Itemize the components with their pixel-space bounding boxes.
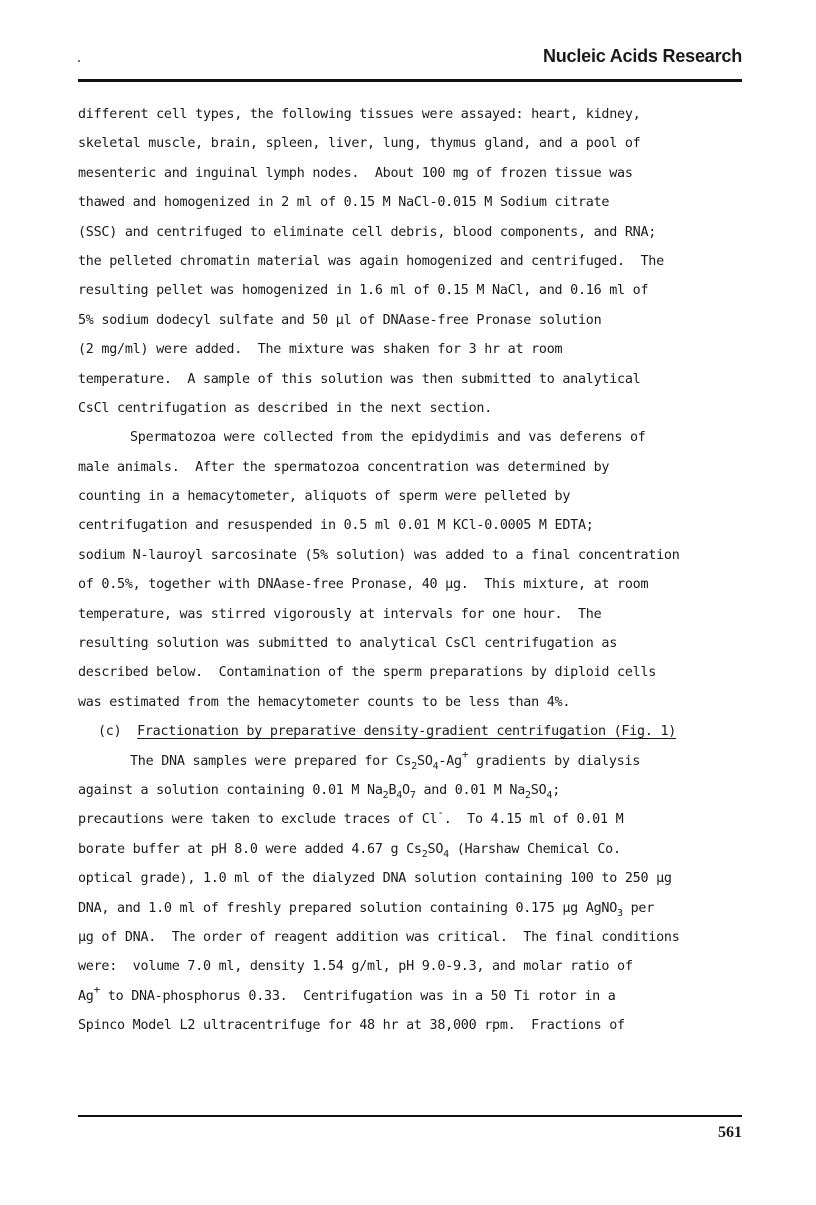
subscript: 4 xyxy=(396,789,403,801)
subscript: 2 xyxy=(421,848,428,860)
page-speck xyxy=(78,60,80,62)
text-run: SO xyxy=(417,753,433,769)
header-rule xyxy=(78,79,742,82)
text-line: sodium N-lauroyl sarcosinate (5% solution) was added to a final concentration xyxy=(78,547,680,563)
superscript: + xyxy=(93,982,100,996)
text-line: centrifugation and resuspended in 0.5 ml 0.01 M KCl-0.0005 M EDTA; xyxy=(78,518,594,534)
text-run: -Ag xyxy=(438,753,462,769)
superscript: - xyxy=(437,806,444,820)
journal-title: Nucleic Acids Research xyxy=(542,46,742,66)
text-run: borate buffer at pH 8.0 were added 4.67 g Cs xyxy=(78,841,422,857)
text-line: resulting solution was submitted to analytical CsCl centrifugation as xyxy=(78,636,618,652)
text-run: DNA, and 1.0 ml of freshly prepared solution containing 0.175 µg AgNO xyxy=(78,900,618,916)
subscript: 2 xyxy=(411,760,418,772)
subscript: 2 xyxy=(525,789,531,801)
text-line: resulting pellet was homogenized in 1.6 ml of 0.15 M NaCl, and 0.16 ml of xyxy=(78,283,649,299)
text-run: to DNA-phosphorus 0.33. Centrifugation was in a 50 Ti rotor in a xyxy=(100,988,616,1004)
page-number: 561 xyxy=(718,1124,742,1141)
text-line: thawed and homogenized in 2 ml of 0.15 M NaCl-0.015 M Sodium citrate xyxy=(78,195,610,211)
text-run: gradients by dialysis xyxy=(468,753,641,769)
section-heading xyxy=(78,717,750,746)
text-run: O xyxy=(402,782,410,798)
text-run: Ag xyxy=(78,988,94,1004)
text-line: 5% sodium dodecyl sulfate and 50 µl of DNAase-free Pronase solution xyxy=(78,312,602,328)
text-line: Spinco Model L2 ultracentrifuge for 48 hr at 38,000 rpm. Fractions of xyxy=(78,1018,625,1034)
text-line xyxy=(78,982,750,1011)
text-run: SO xyxy=(530,782,547,798)
text-line: described below. Contamination of the sperm preparations by diploid cells xyxy=(78,665,657,681)
text-line: CsCl centrifugation as described in the next section. xyxy=(78,400,493,416)
text-line: male animals. After the spermatozoa concentration was determined by xyxy=(78,459,610,475)
text-line: µg of DNA. The order of reagent addition was critical. The final conditions xyxy=(78,929,680,945)
section-title: Fractionation by preparative density-gradient centrifugation (Fig. 1) xyxy=(137,724,677,740)
text-run: (Harshaw Chemical Co. xyxy=(448,841,621,857)
text-line: the pelleted chromatin material was again homogenized and centrifuged. The xyxy=(78,253,664,269)
text-run: against a solution containing 0.01 M Na xyxy=(78,782,383,798)
subscript: 4 xyxy=(432,760,439,772)
text-line xyxy=(78,747,750,776)
text-line: temperature. A sample of this solution was then submitted to analytical xyxy=(78,371,641,387)
text-line: of 0.5%, together with DNAase-free Pronase, 40 µg. This mixture, at room xyxy=(78,577,649,593)
superscript: + xyxy=(461,747,469,761)
section-label: (c) xyxy=(98,724,122,740)
text-line: were: volume 7.0 ml, density 1.54 g/ml, pH 9.0-9.3, and molar ratio of xyxy=(78,959,633,975)
article-body xyxy=(78,100,750,1041)
text-line: temperature, was stirred vigorously at intervals for one hour. The xyxy=(78,606,602,622)
text-line: skeletal muscle, brain, spleen, liver, lung, thymus gland, and a pool of xyxy=(78,136,641,152)
text-run: B xyxy=(388,782,397,798)
text-run: per xyxy=(622,900,655,916)
text-line: (2 mg/ml) were added. The mixture was shaken for 3 hr at room xyxy=(78,342,563,358)
text-line: optical grade), 1.0 ml of the dialyzed DNA solution containing 100 to 250 µg xyxy=(78,871,672,887)
text-run: . To 4.15 ml of 0.01 M xyxy=(443,812,624,828)
subscript: 2 xyxy=(382,789,389,801)
text-line xyxy=(78,835,750,864)
text-run: The DNA samples were prepared for Cs xyxy=(130,753,412,769)
paragraph-tissue-assay xyxy=(78,100,750,423)
text-line: different cell types, the following tissues were assayed: heart, kidney, xyxy=(78,107,641,122)
paragraph-fractionation xyxy=(78,747,750,1041)
text-line: was estimated from the hemacytometer counts to be less than 4%. xyxy=(78,694,571,710)
subscript: 4 xyxy=(546,789,553,801)
text-run: ; xyxy=(552,782,561,798)
text-line xyxy=(78,776,750,805)
subscript: 3 xyxy=(617,907,623,919)
footer-rule xyxy=(78,1115,742,1117)
text-line xyxy=(78,894,750,923)
text-line: counting in a hemacytometer, aliquots of sperm were pelleted by xyxy=(78,489,571,505)
text-line: Spermatozoa were collected from the epidydimis and vas deferens of xyxy=(130,430,646,446)
text-run: precautions were taken to exclude traces of Cl xyxy=(78,812,438,828)
subscript: 7 xyxy=(409,789,416,801)
text-run: SO xyxy=(427,841,444,857)
text-line xyxy=(78,805,750,834)
subscript: 4 xyxy=(443,848,449,860)
text-line: (SSC) and centrifuged to eliminate cell debris, blood components, and RNA; xyxy=(78,224,657,240)
text-run: and 0.01 M Na xyxy=(415,782,526,798)
text-line: mesenteric and inguinal lymph nodes. About 100 mg of frozen tissue was xyxy=(78,165,633,181)
paragraph-spermatozoa xyxy=(78,423,750,717)
